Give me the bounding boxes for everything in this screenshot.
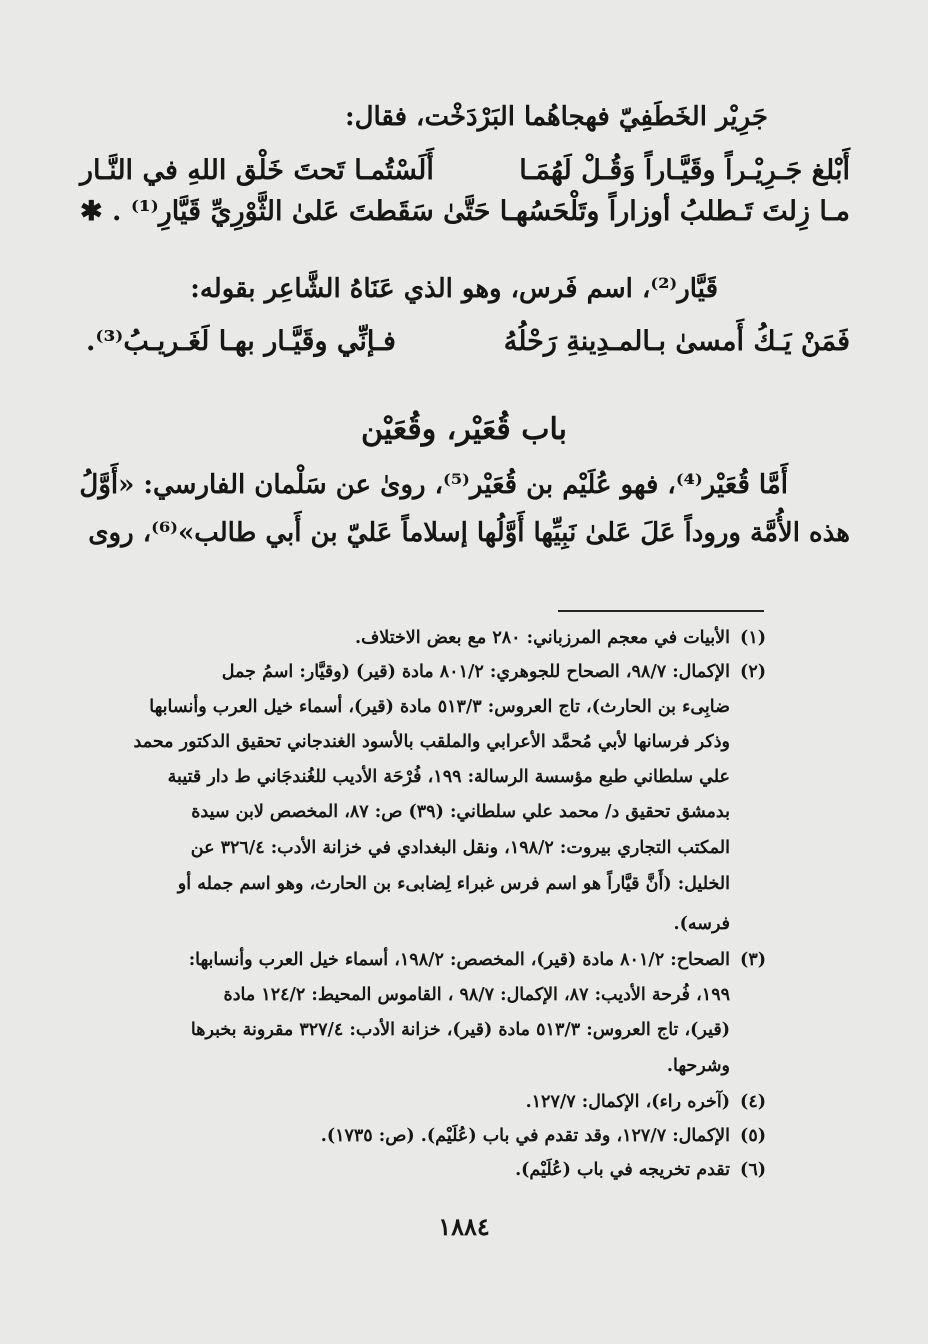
footnote-4 — [526, 1092, 766, 1112]
footnote-number: (٦) — [740, 1160, 766, 1180]
footnote-2-line-5: بدمشق تحقيق د/ محمد علي سلطاني: (٣٩) ص: ٨٧، المخصص لابن سيدة — [191, 802, 730, 822]
paragraph-line-1: أَمَّا قُعَيْر⁽⁴⁾، فهو عُلَيْم بن قُعَيْر⁽⁵⁾، روىٰ عن سَلْمان الفارسي: «أَوَّلُ — [79, 470, 788, 500]
poem1-verse1-first-hemistich: أَبْلغ جَـرِيْـراً وقَيَّـاراً وَقُـلْ لَهُمَـا — [519, 155, 850, 186]
footnote-2-line-7: الخليل: (أَنَّ قيَّاراً هو اسم فرس غبراء لِضابىء بن الحارث، وهو اسم جمله أو — [177, 874, 730, 894]
footnote-separator — [558, 610, 764, 612]
paragraph-line-2: هذه الأُمَّة وروداً عَلَ عَلىٰ نَبِيِّها أَوَّلُها إسلاماً عَليّ بن أَبي طالب»⁽⁶⁾، روى — [88, 518, 850, 548]
footnote-text: الإكمال: ٩٨/٧، الصحاح للجوهري: ٨٠١/٢ مادة (قير) (وقيَّار: اسمُ جمل — [221, 662, 730, 682]
footnote-2-line-6: المكتب التجاري بيروت: ١٩٨/٢، ونقل البغدادي في خزانة الأدب: ٣٢٦/٤ عن — [190, 838, 730, 858]
poem2-first-hemistich: فَمَنْ يَـكُ أَمسىٰ بـالمـدِينةِ رَحْلُهُ — [503, 326, 850, 357]
footnote-number: (٤) — [740, 1092, 766, 1112]
footnote-text: الأبيات في معجم المرزباني: ٢٨٠ مع بعض الاختلاف. — [355, 628, 730, 648]
footnote-text: تقدم تخريجه في باب (عُلَيْم). — [515, 1160, 730, 1180]
footnote-2-line-3: وذكر فرسانها لأبي مُحمَّد الأعرابي والملقب بالأسود الغندجاني تحقيق الدكتور محمد — [133, 732, 730, 752]
footnote-text: الإكمال: ١٢٧/٧، وقد تقدم في باب (عُلَيْم). (ص: ١٧٣٥). — [320, 1126, 730, 1146]
footnote-number: (٢) — [740, 662, 766, 682]
footnote-1 — [355, 628, 766, 648]
footnote-2-line-2: ضابِىء بن الحارث)، تاج العروس: ٥١٣/٣ مادة (قير)، أسماء خيل العرب وأنسابها — [149, 697, 730, 717]
footnote-number: (١) — [740, 628, 766, 648]
footnote-3-line-2: ١٩٩، فُرحة الأديب: ٨٧، الإكمال: ٩٨/٧ ، القاموس المحيط: ١٢٤/٢ مادة — [223, 985, 730, 1005]
footnote-3-line-4: وشرحها. — [666, 1056, 730, 1076]
poem1-verse1-second-hemistich: أَلَسْتُمـا تَحتَ خَلْق اللهِ في النَّـار — [80, 155, 434, 186]
qayyar-line: قَيَّار⁽²⁾، اسم فَرس، وهو الذي عَنَاهُ الشَّاعِر بقوله: — [190, 274, 718, 304]
footnote-number: (٣) — [740, 950, 766, 970]
poem1-verse2-first-hemistich: مـا زِلتَ تَـطلبُ أوزاراً وتَلْحَسُهـا — [499, 196, 850, 227]
poem2-second-hemistich: فـإنِّي وقَيَّـار بهـا لَغَـريـبُ⁽³⁾. — [86, 326, 396, 357]
footnote-2-line-4: علي سلطاني طبع مؤسسة الرسالة: ١٩٩، فُرْحَة الأديب للغُندجَاني ط دار قتيبة — [167, 767, 730, 787]
footnote-text: الصحاح: ٨٠١/٢ مادة (قير)، المخصص: ١٩٨/٢، أسماء خيل العرب وأنسابها: — [188, 950, 730, 970]
footnote-5 — [321, 1126, 766, 1146]
page-number: ١٨٨٤ — [438, 1212, 490, 1241]
footnote-6 — [515, 1160, 766, 1180]
footnote-text: (آخره راء)، الإكمال: ١٢٧/٧. — [525, 1092, 730, 1112]
footnote-number: (٥) — [740, 1126, 766, 1146]
section-heading: باب قُعَيْر، وقُعَيْن — [361, 412, 567, 447]
footnote-3 — [189, 950, 766, 970]
footnote-3-line-3: (قير)، تاج العروس: ٥١٣/٣ مادة (قير)، خزانة الأدب: ٣٢٧/٤ مقرونة بخبرها — [190, 1020, 730, 1040]
footnote-2-line-8: فرسه). — [673, 914, 730, 934]
footnote-2 — [222, 662, 766, 682]
intro-line: جَرِيْر الخَطَفِيّ فهجاهُما البَرْدَخْت، فقال: — [345, 102, 768, 132]
poem1-verse2-second-hemistich: حَتَّىٰ سَقَطتَ عَلىٰ الثَّوْرِيِّ قَيَّارِ⁽¹⁾ . ✱ — [80, 196, 491, 227]
